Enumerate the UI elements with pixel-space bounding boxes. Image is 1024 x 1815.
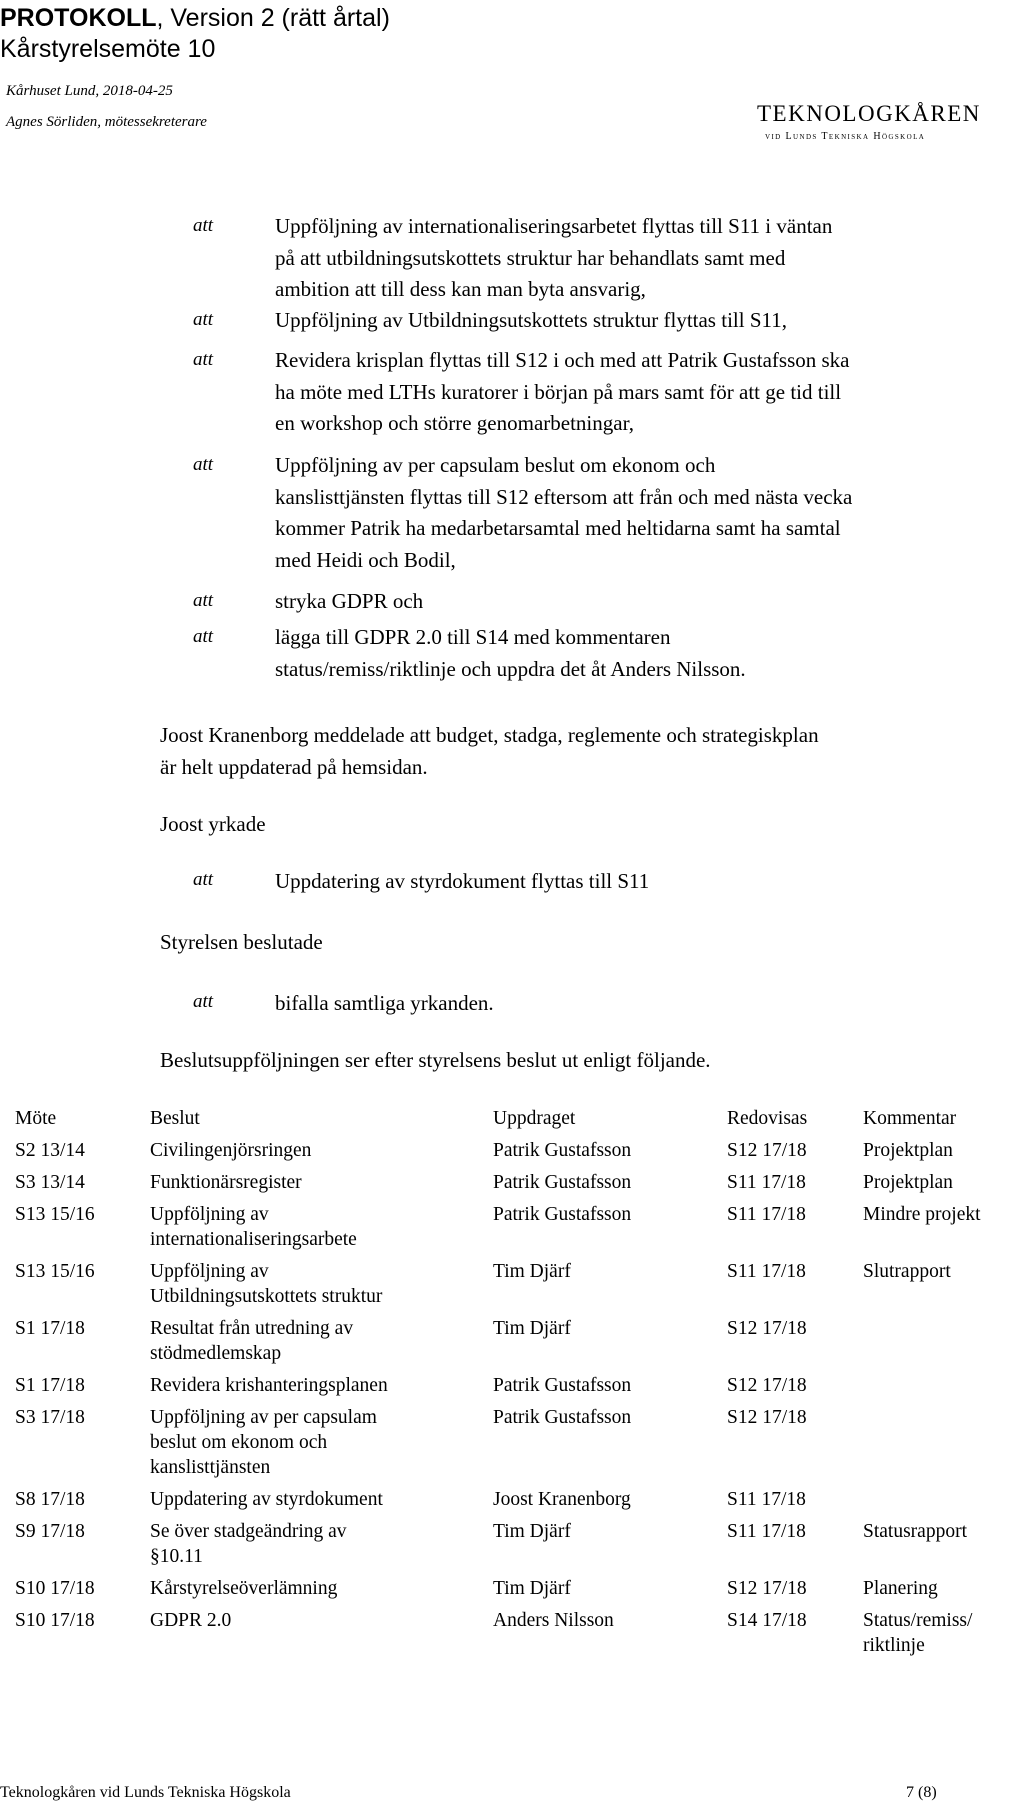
table-cell: S13 15/16	[15, 1261, 95, 1282]
table-cell: S10 17/18	[15, 1610, 95, 1631]
cell-text: Statusrapport	[863, 1521, 967, 1542]
table-cell: Patrik Gustafsson	[493, 1375, 632, 1396]
att-label: att	[193, 349, 214, 370]
table-cell: S12 17/18	[727, 1407, 807, 1428]
motion-text: Revidera krisplan flyttas till S12 i och med att Patrik Gustafsson ska ha möte med LTHs kuratorer i början på mars samt för att ge tid till en workshop och större genomarbetningar,	[275, 348, 850, 435]
cell-text: Kårstyrelseöverlämning	[150, 1578, 338, 1599]
table-cell: S10 17/18	[15, 1578, 95, 1599]
table-cell: Tim Djärf	[493, 1521, 571, 1542]
att-label: att	[193, 869, 214, 890]
board-decided: Styrelsen beslutade	[160, 930, 323, 954]
table-cell: S2 13/14	[15, 1140, 85, 1161]
att-label: att	[193, 309, 214, 330]
column-header: Redovisas	[727, 1108, 808, 1129]
column-header: Uppdraget	[493, 1108, 576, 1129]
table-cell: S3 13/14	[15, 1172, 85, 1193]
table-cell: Joost Kranenborg	[493, 1489, 631, 1510]
cell-text: Projektplan	[863, 1140, 953, 1161]
table-cell	[863, 1487, 1023, 1519]
table-row	[15, 1202, 1023, 1259]
cell-text: Mindre projekt	[863, 1204, 981, 1225]
motion-text: lägga till GDPR 2.0 till S14 med kommentaren status/remiss/riktlinje och uppdra det åt Anders Nilsson.	[275, 625, 746, 681]
page-number: 7 (8)	[906, 1784, 937, 1801]
table-cell	[863, 1608, 1023, 1665]
att-label: att	[193, 626, 214, 647]
table-cell	[863, 1259, 1023, 1316]
table-cell: S12 17/18	[727, 1140, 807, 1161]
motion-text: Uppföljning av internationaliseringsarbetet flyttas till S11 i väntan på att utbildningsutskottets struktur har behandlats samt med ambition att till dess kan man byta ansvarig,	[275, 214, 833, 301]
org-logo-text: TEKNOLOGKÅREN	[757, 101, 981, 126]
table-cell: S12 17/18	[727, 1578, 807, 1599]
table-cell: S11 17/18	[727, 1172, 806, 1193]
table-cell	[863, 1170, 1023, 1202]
table-cell: S8 17/18	[15, 1489, 85, 1510]
cell-text: Status/remiss/ riktlinje	[863, 1610, 973, 1656]
table-row	[15, 1138, 1023, 1170]
att-label: att	[193, 590, 214, 611]
table-cell: Patrik Gustafsson	[493, 1204, 632, 1225]
table-cell	[150, 1202, 493, 1259]
table-cell: S12 17/18	[727, 1318, 807, 1339]
table-cell	[150, 1138, 493, 1170]
footer-org: Teknologkåren vid Lunds Tekniska Högskola	[0, 1784, 291, 1801]
table-cell	[863, 1373, 1023, 1405]
cell-text: Uppdatering av styrdokument	[150, 1489, 383, 1510]
cell-text: Slutrapport	[863, 1261, 951, 1282]
att-label: att	[193, 991, 214, 1012]
joost-info-line-1: Joost Kranenborg meddelade att budget, stadga, reglemente och strategiskplan	[160, 723, 819, 747]
table-cell	[150, 1373, 493, 1405]
joost-yrkade: Joost yrkade	[160, 812, 266, 836]
table-cell	[863, 1138, 1023, 1170]
table-cell: S11 17/18	[727, 1204, 806, 1225]
table-cell: Tim Djärf	[493, 1318, 571, 1339]
column-header: Beslut	[150, 1108, 200, 1129]
cell-text: Se över stadgeändring av §10.11	[150, 1521, 347, 1567]
joost-info-line-2: är helt uppdaterad på hemsidan.	[160, 755, 428, 779]
table-row	[15, 1519, 1023, 1576]
place-date: Kårhuset Lund, 2018-04-25	[6, 83, 173, 99]
cell-text: Revidera krishanteringsplanen	[150, 1375, 388, 1396]
table-row	[15, 1316, 1023, 1373]
table-cell	[150, 1608, 493, 1665]
table-cell: S11 17/18	[727, 1261, 806, 1282]
table-cell	[150, 1316, 493, 1373]
org-logo-subtext: vid Lunds Tekniska Högskola	[765, 131, 926, 142]
table-cell: Patrik Gustafsson	[493, 1407, 632, 1428]
meeting-name: Kårstyrelsemöte 10	[0, 35, 216, 63]
table-row	[15, 1373, 1023, 1405]
att-label: att	[193, 215, 214, 236]
motion-text: Uppföljning av Utbildningsutskottets struktur flyttas till S11,	[275, 308, 787, 332]
cell-text: GDPR 2.0	[150, 1610, 232, 1631]
motion-text: stryka GDPR och	[275, 589, 424, 613]
table-cell	[150, 1405, 493, 1487]
table-cell	[863, 1405, 1023, 1487]
table-cell: S11 17/18	[727, 1489, 806, 1510]
table-cell: S1 17/18	[15, 1375, 85, 1396]
table-cell	[863, 1519, 1023, 1576]
cell-text: Funktionärsregister	[150, 1172, 302, 1193]
table-cell: S3 17/18	[15, 1407, 85, 1428]
table-cell	[863, 1202, 1023, 1259]
table-header-row	[15, 1106, 1023, 1138]
followup-intro: Beslutsuppföljningen ser efter styrelsens beslut ut enligt följande.	[160, 1048, 711, 1072]
att-label: att	[193, 454, 214, 475]
cell-text: Uppföljning av Utbildningsutskottets struktur	[150, 1261, 383, 1307]
table-row	[15, 1405, 1023, 1487]
cell-text: Resultat från utredning av stödmedlemskap	[150, 1318, 354, 1364]
followup-table	[15, 1106, 1023, 1665]
column-header: Möte	[15, 1108, 57, 1129]
table-row	[15, 1576, 1023, 1608]
table-cell	[150, 1576, 493, 1608]
table-cell	[150, 1170, 493, 1202]
secretary: Agnes Sörliden, mötessekreterare	[6, 114, 207, 130]
board-motion: bifalla samtliga yrkanden.	[275, 991, 494, 1015]
table-cell	[150, 1487, 493, 1519]
table-cell: Patrik Gustafsson	[493, 1172, 632, 1193]
table-cell	[150, 1259, 493, 1316]
table-row	[15, 1487, 1023, 1519]
table-cell: S14 17/18	[727, 1610, 807, 1631]
table-cell: Anders Nilsson	[493, 1610, 614, 1631]
cell-text: Planering	[863, 1578, 938, 1599]
cell-text: Uppföljning av internationaliseringsarbete	[150, 1204, 357, 1250]
table-cell: Patrik Gustafsson	[493, 1140, 632, 1161]
table-cell: S12 17/18	[727, 1375, 807, 1396]
table-cell: S13 15/16	[15, 1204, 95, 1225]
table-row	[15, 1608, 1023, 1665]
joost-motion: Uppdatering av styrdokument flyttas till S11	[275, 869, 650, 893]
table-cell: S11 17/18	[727, 1521, 806, 1542]
document-title: PROTOKOLL, Version 2 (rätt årtal)	[0, 4, 390, 32]
column-header: Kommentar	[863, 1108, 957, 1129]
table-cell: S9 17/18	[15, 1521, 85, 1542]
table-cell: Tim Djärf	[493, 1578, 571, 1599]
table-cell: Tim Djärf	[493, 1261, 571, 1282]
motion-text: Uppföljning av per capsulam beslut om ekonom och kanslisttjänsten flyttas till S12 eftersom att från och med nästa vecka kommer Patrik ha medarbetarsamtal med heltidarna samt ha samtal med Heidi och Bodil,	[275, 453, 853, 572]
cell-text: Projektplan	[863, 1172, 953, 1193]
table-cell	[150, 1519, 493, 1576]
table-cell	[863, 1316, 1023, 1373]
cell-text: Civilingenjörsringen	[150, 1140, 312, 1161]
cell-text: Uppföljning av per capsulam beslut om ekonom och kanslisttjänsten	[150, 1407, 377, 1478]
table-cell: S1 17/18	[15, 1318, 85, 1339]
table-row	[15, 1259, 1023, 1316]
table-cell	[863, 1576, 1023, 1608]
table-row	[15, 1170, 1023, 1202]
